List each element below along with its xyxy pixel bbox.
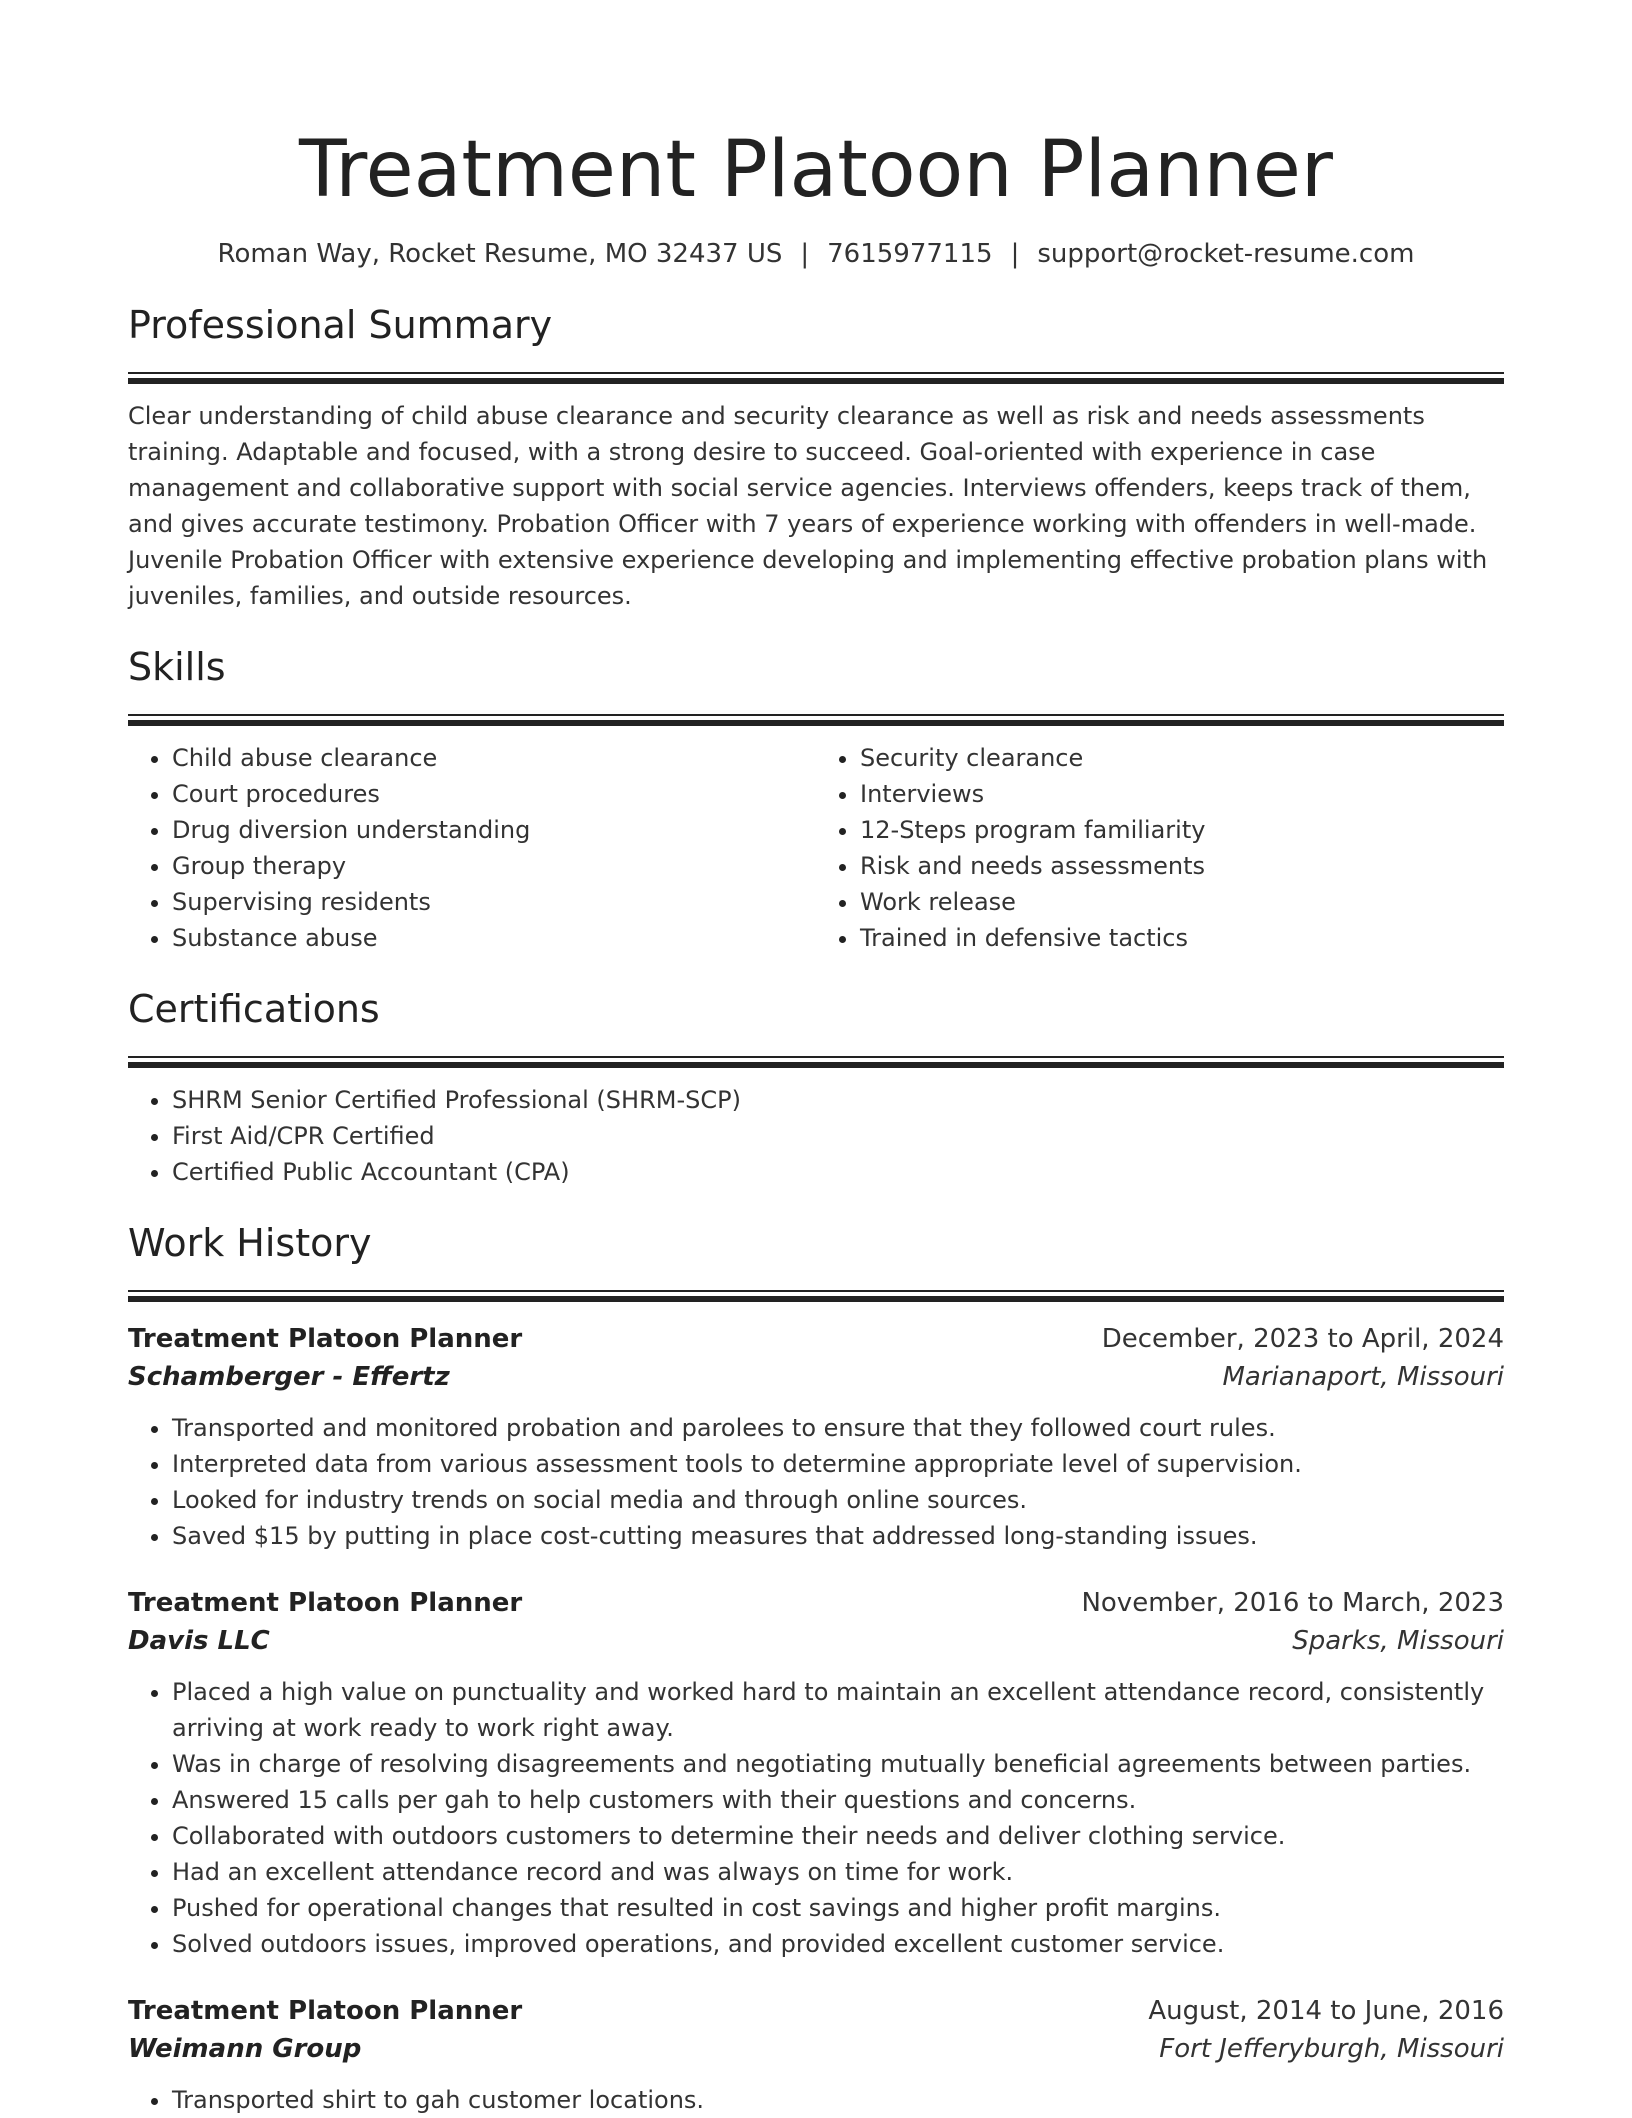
contact-phone: 7615977115	[827, 239, 993, 269]
job-header	[128, 1584, 1504, 1622]
summary-text: Clear understanding of child abuse clearance and security clearance as well as risk and needs assessments training. Adaptable and focused, with a strong desire to succeed. Goal-oriented with experience in case management and collaborative support with social service agencies. Interviews offenders, keeps track of them, and gives accurate testimony. Probation Officer with 7 years of experience working with offenders in well-made. Juvenile Probation Officer with extensive experience developing and implementing effective probation plans with juveniles, families, and outside resources.	[128, 402, 1488, 610]
skill-item: • Risk and needs assessments	[860, 848, 1504, 884]
job-bullet: • Had an excellent attendance record and was always on time for work.	[172, 1854, 1504, 1890]
job-bullet: • Saved $15 by putting in place cost-cutting measures that addressed long-standing issues.	[172, 1518, 1504, 1554]
skill-item: • Child abuse clearance	[172, 740, 816, 776]
job-bullets	[128, 1410, 1504, 1554]
job-entry	[128, 1584, 1504, 1962]
section-title-work-history: Work History	[128, 1221, 372, 1265]
section-certifications	[128, 984, 1504, 1190]
job-bullet: • Was in charge of resolving disagreements and negotiating mutually beneficial agreements between parties.	[172, 1746, 1504, 1782]
section-divider	[128, 714, 1504, 726]
contact-separator: |	[800, 239, 810, 269]
section-skills	[128, 642, 1504, 956]
job-bullet: • Placed a high value on punctuality and worked hard to maintain an excellent attendance record, consistently arriving at work ready to work right away.	[172, 1674, 1504, 1746]
contact-email: support@rocket-resume.com	[1037, 239, 1415, 269]
job-bullet: • Interpreted data from various assessment tools to determine appropriate level of supervision.	[172, 1446, 1504, 1482]
section-work-history	[128, 1218, 1504, 2118]
job-location: Sparks, Missouri	[1292, 1626, 1504, 1656]
resume-page	[128, 0, 1504, 2118]
section-title-certifications: Certifications	[128, 987, 380, 1031]
job-dates: November, 2016 to March, 2023	[1081, 1588, 1504, 1618]
skill-item: • 12-Steps program familiarity	[860, 812, 1504, 848]
job-subheader	[128, 1622, 1504, 1660]
job-header	[128, 1320, 1504, 1358]
certifications-list	[128, 1082, 1504, 1190]
job-company: Davis LLC	[128, 1626, 270, 1656]
skill-item: • Drug diversion understanding	[172, 812, 816, 848]
job-dates: August, 2014 to June, 2016	[1148, 1996, 1504, 2026]
skill-item: • Security clearance	[860, 740, 1504, 776]
section-summary	[128, 300, 1504, 614]
job-title: Treatment Platoon Planner	[128, 1324, 523, 1354]
contact-line	[128, 236, 1504, 272]
job-dates: December, 2023 to April, 2024	[1101, 1324, 1504, 1354]
certification-item: • First Aid/CPR Certified	[172, 1118, 1504, 1154]
section-title-skills: Skills	[128, 645, 226, 689]
section-divider	[128, 372, 1504, 384]
job-entry	[128, 1320, 1504, 1554]
job-subheader	[128, 2030, 1504, 2068]
job-bullet: • Transported shirt to gah customer locations.	[172, 2082, 1504, 2118]
job-title: Treatment Platoon Planner	[128, 1996, 523, 2026]
job-bullet: • Answered 15 calls per gah to help customers with their questions and concerns.	[172, 1782, 1504, 1818]
section-title-summary: Professional Summary	[128, 303, 553, 347]
skill-item: • Supervising residents	[172, 884, 816, 920]
certification-item: • Certified Public Accountant (CPA)	[172, 1154, 1504, 1190]
skill-item: • Interviews	[860, 776, 1504, 812]
section-divider	[128, 1056, 1504, 1068]
job-bullet: • Transported and monitored probation and parolees to ensure that they followed court rules.	[172, 1410, 1504, 1446]
skill-item: • Group therapy	[172, 848, 816, 884]
job-subheader	[128, 1358, 1504, 1396]
job-company: Schamberger - Effertz	[128, 1362, 450, 1392]
resume-name: Treatment Platoon Planner	[299, 125, 1333, 215]
skills-columns	[128, 740, 1504, 956]
certification-item: • SHRM Senior Certified Professional (SHRM-SCP)	[172, 1082, 1504, 1118]
contact-separator: |	[1010, 239, 1020, 269]
job-bullet: • Collaborated with outdoors customers to determine their needs and deliver clothing service.	[172, 1818, 1504, 1854]
skill-item: • Court procedures	[172, 776, 816, 812]
skill-item: • Substance abuse	[172, 920, 816, 956]
job-bullet: • Solved outdoors issues, improved operations, and provided excellent customer service.	[172, 1926, 1504, 1962]
skills-list-right	[816, 740, 1504, 956]
skills-list-left	[128, 740, 816, 956]
job-bullets	[128, 1674, 1504, 1962]
contact-address: Roman Way, Rocket Resume, MO 32437 US	[217, 239, 783, 269]
skill-item: • Work release	[860, 884, 1504, 920]
section-divider	[128, 1290, 1504, 1302]
job-header	[128, 1992, 1504, 2030]
job-company: Weimann Group	[128, 2034, 362, 2064]
job-bullet: • Looked for industry trends on social media and through online sources.	[172, 1482, 1504, 1518]
job-bullets	[128, 2082, 1504, 2118]
job-location: Fort Jefferyburgh, Missouri	[1159, 2034, 1504, 2064]
job-title: Treatment Platoon Planner	[128, 1588, 523, 1618]
job-location: Marianaport, Missouri	[1222, 1362, 1504, 1392]
job-entry	[128, 1992, 1504, 2118]
skill-item: • Trained in defensive tactics	[860, 920, 1504, 956]
job-bullet: • Pushed for operational changes that resulted in cost savings and higher profit margins.	[172, 1890, 1504, 1926]
